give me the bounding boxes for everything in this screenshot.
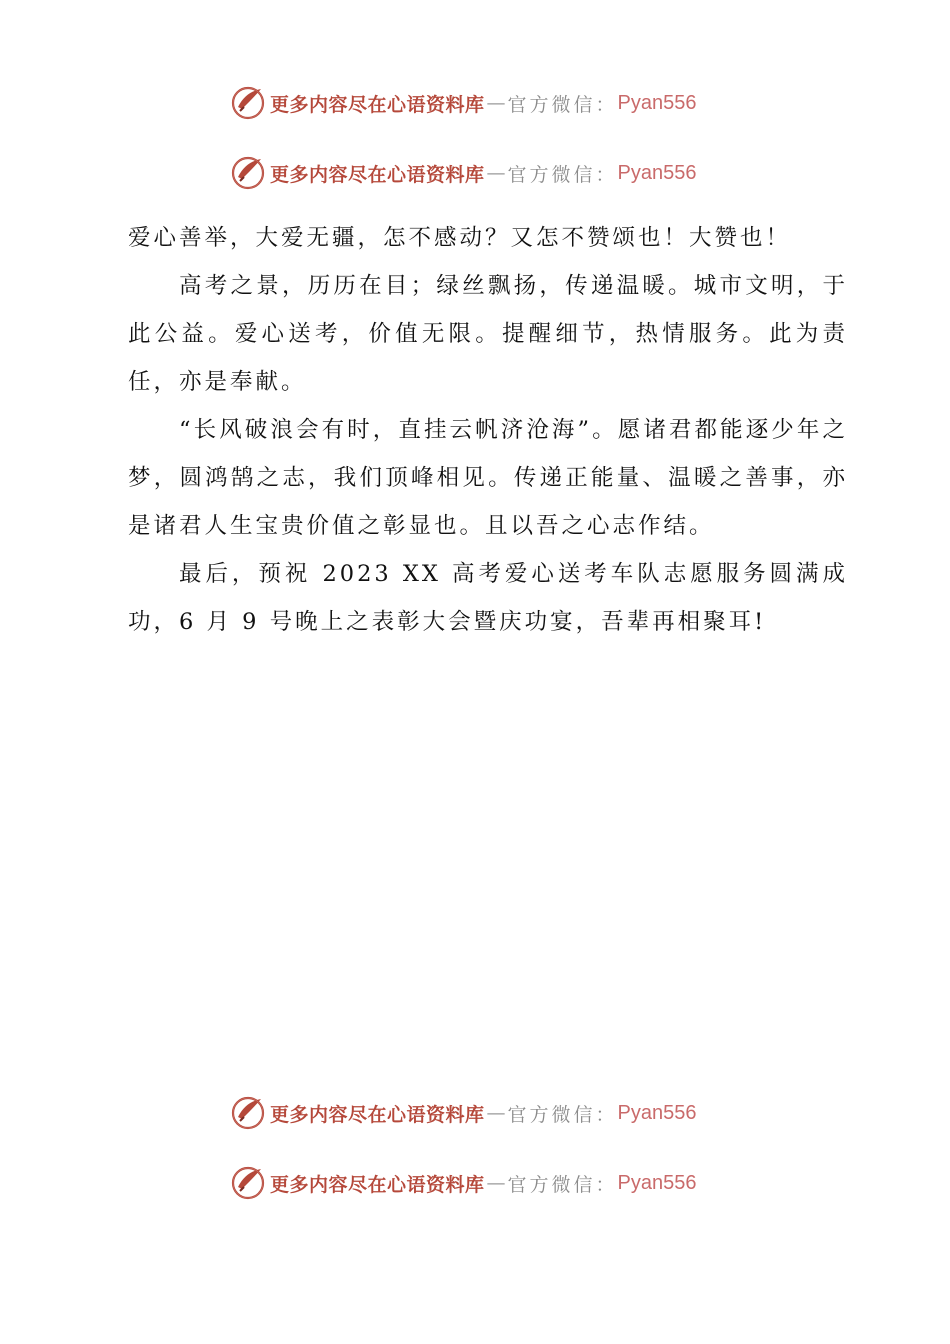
watermark-banner-header-2 [230, 153, 697, 193]
watermark-banner-header-1 [230, 83, 697, 123]
watermark-site-name: 更多内容尽在心语资料库 [270, 1103, 485, 1126]
watermark-site-name: 更多内容尽在心语资料库 [270, 163, 485, 186]
watermark-wechat-id: Pyan556 [617, 161, 697, 184]
pen-logo-icon [230, 1095, 266, 1131]
watermark-official-label: 官方微信： [507, 1173, 618, 1196]
watermark-wechat-id: Pyan556 [617, 91, 697, 114]
watermark-banner-footer-1 [230, 1093, 697, 1133]
paragraph-1: 爱心善举，大爱无疆，怎不感动？又怎不赞颂也！大赞也！ [128, 225, 792, 251]
pen-logo-icon [230, 85, 266, 121]
pen-logo-icon [230, 1165, 266, 1201]
watermark-official-label: 官方微信： [507, 163, 618, 186]
watermark-wechat-id: Pyan556 [617, 1101, 697, 1124]
paragraph-3: “长风破浪会有时，直挂云帆济沧海”。愿诸君都能逐少年之梦，圆鸿鹄之志，我们顶峰相见。传递正能量、温暖之善事，亦是诸君人生宝贵价值之彰显也。且以吾之心志作结。 [128, 417, 848, 539]
watermark-wechat-id: Pyan556 [617, 1171, 697, 1194]
watermark-official-label: 官方微信： [507, 93, 618, 116]
paragraph-4: 最后，预祝 2023 XX 高考爱心送考车队志愿服务圆满成功，6 月 9 号晚上之表彰大会暨庆功宴，吾辈再相聚耳! [128, 561, 848, 635]
watermark-dash: — [486, 162, 506, 184]
watermark-dash: — [486, 1102, 506, 1124]
watermark-site-name: 更多内容尽在心语资料库 [270, 93, 485, 116]
document-body [128, 214, 848, 646]
watermark-dash: — [486, 1172, 506, 1194]
watermark-dash: — [486, 92, 506, 114]
pen-logo-icon [230, 155, 266, 191]
watermark-official-label: 官方微信： [507, 1103, 618, 1126]
watermark-banner-footer-2 [230, 1163, 697, 1203]
paragraph-2: 高考之景，历历在目；绿丝飘扬，传递温暖。城市文明，于此公益。爱心送考，价值无限。提醒细节，热情服务。此为责任，亦是奉献。 [128, 273, 848, 395]
watermark-site-name: 更多内容尽在心语资料库 [270, 1173, 485, 1196]
